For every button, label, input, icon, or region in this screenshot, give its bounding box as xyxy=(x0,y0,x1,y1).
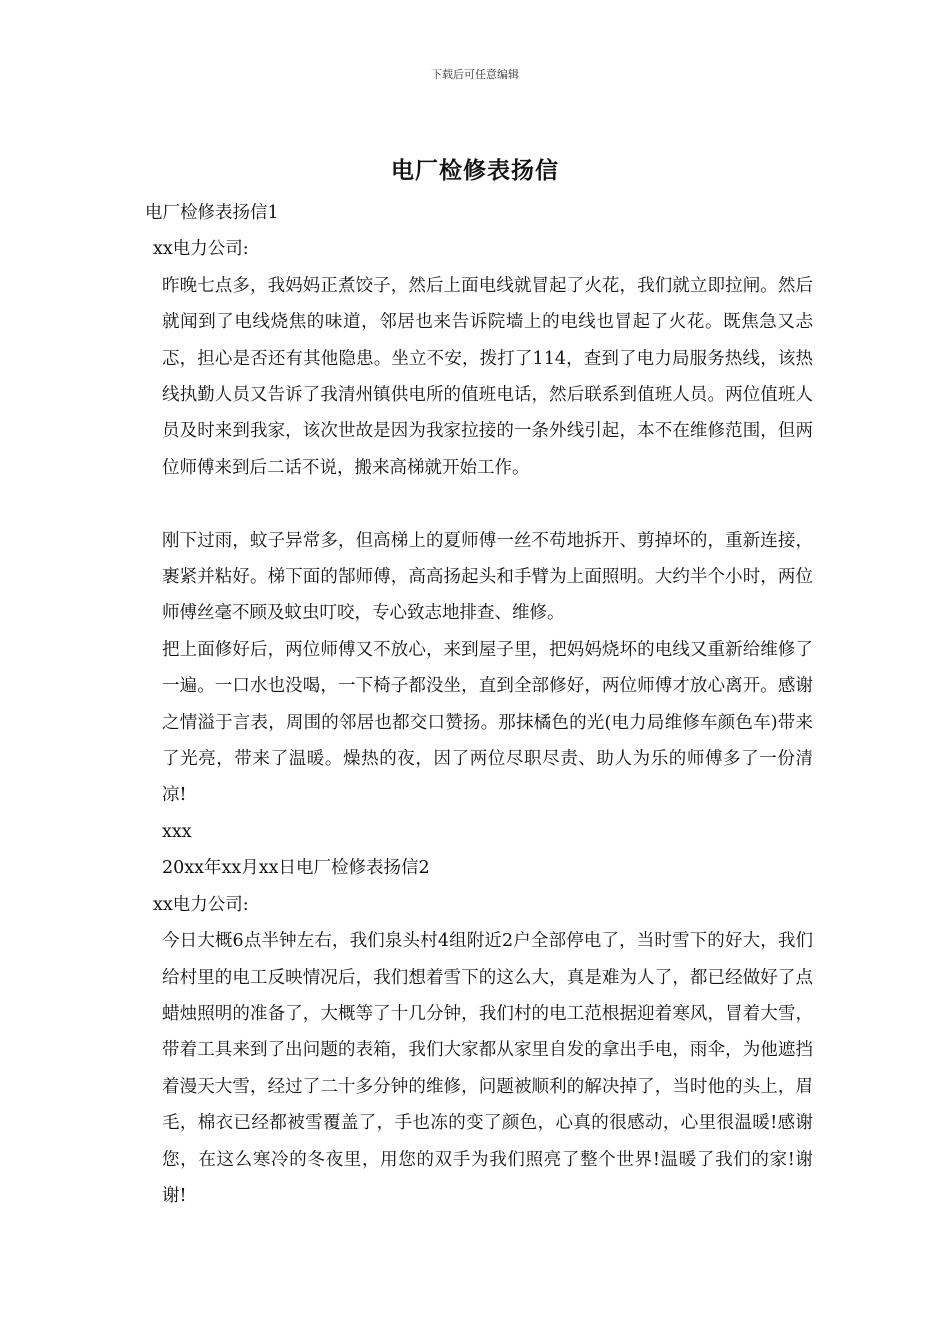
download-note: 下载后可任意编辑 xyxy=(431,68,519,81)
document-title: 电厂检修表扬信 xyxy=(391,157,559,184)
letter-1-paragraph-2: 刚下过雨，蚊子异常多，但高梯上的夏师傅一丝不苟地拆开、剪掉坏的，重新连接，裹紧并粘好。梯下面的郜师傅，高高扬起头和手臂为上面照明。大约半个小时，两位师傅丝毫不顾及蚊虫叮咬，专心致志地排查、维修。 xyxy=(162,530,813,624)
letter-1-salutation: xx电力公司: xyxy=(153,239,249,260)
letter-2-paragraph-1: 今日大概6点半钟左右，我们泉头村4组附近2户全部停电了，当时雪下的好大，我们给村里的电工反映情况后，我们想着雪下的这么大，真是难为人了，都已经做好了点蜡烛照明的准备了，大概等了十几分钟，我们村的电工范根据迎着寒风，冒着大雪，带着工具来到了出问题的表箱，我们大家都从家里自发的拿出手电，雨伞，为他遮挡着漫天大雪，经过了二十多分钟的维修，问题被顺利的解决掉了，当时他的头上，眉毛，棉衣已经都被雪覆盖了，手也冻的变了颜色，心真的很感动，心里很温暖!感谢您，在这么寒冷的冬夜里，用您的双手为我们照亮了整个世界!温暖了我们的家!谢谢! xyxy=(162,931,813,1206)
letter-1-signature: xxx xyxy=(162,821,192,842)
letter-1-date-and-letter-2-heading: 20xx年xx月xx日电厂检修表扬信2 xyxy=(162,858,430,879)
letter-2-salutation: xx电力公司: xyxy=(153,894,249,915)
document-body xyxy=(145,195,813,1214)
letter-1-heading: 电厂检修表扬信1 xyxy=(145,203,279,223)
letter-1-paragraph-3: 把上面修好后，两位师傅又不放心，来到屋子里，把妈妈烧坏的电线又重新给维修了一遍。一口水也没喝，一下椅子都没坐，直到全部修好，两位师傅才放心离开。感谢之情溢于言表，周围的邻居也都交口赞扬。那抹橘色的光(电力局维修车颜色车)带来了光亮，带来了温暖。燥热的夜，因了两位尽职尽责、助人为乐的师傅多了一份清凉! xyxy=(162,639,813,806)
letter-1-paragraph-1: 昨晚七点多，我妈妈正煮饺子，然后上面电线就冒起了火花，我们就立即拉闸。然后就闻到了电线烧焦的味道，邻居也来告诉院墙上的电线也冒起了火花。既焦急又忐忑，担心是否还有其他隐患。坐立不安，拨打了114，查到了电力局服务热线，该热线执勤人员又告诉了我清州镇供电所的值班电话，然后联系到值班人员。两位值班人员及时来到我家，该次世故是因为我家拉接的一条外线引起，本不在维修范围，但两位师傅来到后二话不说，搬来高梯就开始工作。 xyxy=(162,275,813,478)
blank-line xyxy=(145,486,813,522)
